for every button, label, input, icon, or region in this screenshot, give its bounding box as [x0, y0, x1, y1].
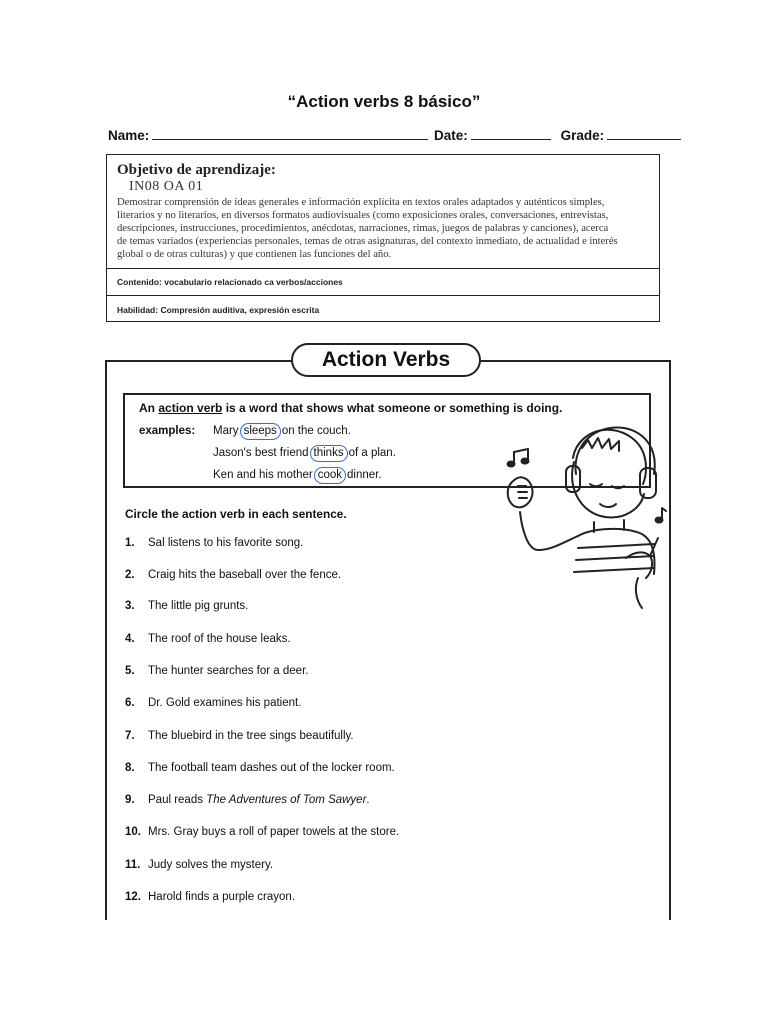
item-number: 6.	[125, 697, 135, 709]
example-sentence	[213, 445, 396, 462]
name-label: Name:	[108, 128, 150, 143]
item-text[interactable]: The football team dashes out of the locker room.	[148, 762, 395, 774]
worksheet-title: Action Verbs	[291, 343, 481, 377]
example-sentence	[213, 467, 382, 484]
definition-pre: An	[139, 401, 159, 415]
item-text[interactable]: Mrs. Gray buys a roll of paper towels at the store.	[148, 826, 400, 838]
sentence-item	[125, 794, 370, 806]
item-text[interactable]: The little pig grunts.	[148, 600, 249, 612]
item-text[interactable]: Sal listens to his favorite song.	[148, 537, 304, 549]
sentence-item	[125, 537, 303, 549]
objective-code: IN08 OA 01	[129, 179, 204, 194]
date-label: Date:	[434, 128, 468, 143]
objective-box	[106, 154, 660, 322]
item-number: 3.	[125, 600, 135, 612]
item-text[interactable]: Craig hits the baseball over the fence.	[148, 569, 342, 581]
contenido-text: Contenido: vocabulario relacionado ca verbos/acciones	[117, 277, 343, 287]
sentence-item	[125, 569, 341, 581]
item-text[interactable]: Dr. Gold examines his patient.	[148, 697, 302, 709]
objective-heading: Objetivo de aprendizaje:	[117, 162, 276, 178]
objective-line: Demostrar comprensión de ideas generales e información explícita en textos orales adaptados y auténticos simples,	[117, 197, 605, 208]
example-verb-circled: thinks	[310, 445, 348, 462]
habilidad-text: Habilidad: Compresión auditiva, expresión escrita	[117, 305, 320, 315]
objective-main	[107, 155, 659, 269]
sentence-item	[125, 762, 395, 774]
objective-line: global o de otras culturas) y que contienen las funciones del año.	[117, 249, 392, 260]
example-before: Jason's best friend	[213, 447, 309, 459]
document-title: “Action verbs 8 básico”	[287, 92, 481, 111]
item-text[interactable]: The hunter searches for a deer.	[148, 665, 309, 677]
example-after: on the couch.	[281, 425, 351, 437]
example-before: Mary	[213, 425, 239, 437]
item-text[interactable]: Paul reads	[148, 794, 207, 806]
example-sentence	[213, 423, 351, 440]
definition-term: action verb	[158, 401, 223, 415]
sentence-item	[125, 826, 399, 838]
item-number: 1.	[125, 537, 135, 549]
item-text[interactable]: Judy solves the mystery.	[148, 859, 274, 871]
example-before: Ken and his mother	[213, 469, 313, 481]
item-number: 9.	[125, 794, 135, 806]
item-text[interactable]: The roof of the house leaks.	[148, 633, 291, 645]
grade-field[interactable]	[607, 127, 681, 140]
objective-line: descripciones, instrucciones, procedimientos, anécdotas, narraciones, rimas, juegos de palabras y canciones), acerca	[117, 223, 609, 234]
definition-text	[139, 401, 562, 415]
objective-line: literarios y no literarios, en diversos formatos audiovisuales (como exposiciones orales, conversaciones, entrevistas,	[117, 210, 609, 221]
example-after: of a plan.	[348, 447, 396, 459]
sentence-item	[125, 859, 273, 871]
sentence-item	[125, 697, 301, 709]
objective-text	[117, 196, 655, 261]
item-text-end: .	[366, 794, 370, 806]
objective-line: de temas variados (experiencias personales, temas de otras asignaturas, del contexto inmediato, de actualidad e interés	[117, 236, 618, 247]
item-number: 11.	[125, 859, 141, 871]
sentence-item	[125, 633, 291, 645]
item-number: 5.	[125, 665, 135, 677]
date-field[interactable]	[471, 127, 551, 140]
contenido-row	[107, 268, 659, 296]
item-number: 7.	[125, 730, 135, 742]
name-field[interactable]	[152, 127, 428, 140]
sentence-item	[125, 730, 354, 742]
item-number: 12.	[125, 891, 141, 903]
item-number: 10.	[125, 826, 141, 838]
habilidad-row	[107, 296, 659, 322]
definition-post: is a word that shows what someone or something is doing.	[222, 401, 563, 415]
boy-with-headphones-icon	[478, 418, 670, 614]
sentence-item	[125, 600, 248, 612]
item-text[interactable]: The bluebird in the tree sings beautifully.	[148, 730, 354, 742]
examples-label: examples:	[139, 425, 196, 437]
example-after: dinner.	[347, 469, 382, 481]
example-verb-circled: sleeps	[240, 423, 281, 440]
student-info-row	[108, 127, 660, 143]
item-number: 8.	[125, 762, 135, 774]
example-verb-circled: cook	[314, 467, 346, 484]
sentence-item	[125, 891, 295, 903]
item-text[interactable]: Harold finds a purple crayon.	[148, 891, 296, 903]
book-title[interactable]: The Adventures of Tom Sawyer	[206, 794, 367, 806]
instruction-text: Circle the action verb in each sentence.	[125, 507, 347, 521]
item-number: 4.	[125, 633, 135, 645]
item-number: 2.	[125, 569, 135, 581]
sentence-item	[125, 665, 308, 677]
grade-label: Grade:	[560, 128, 605, 143]
